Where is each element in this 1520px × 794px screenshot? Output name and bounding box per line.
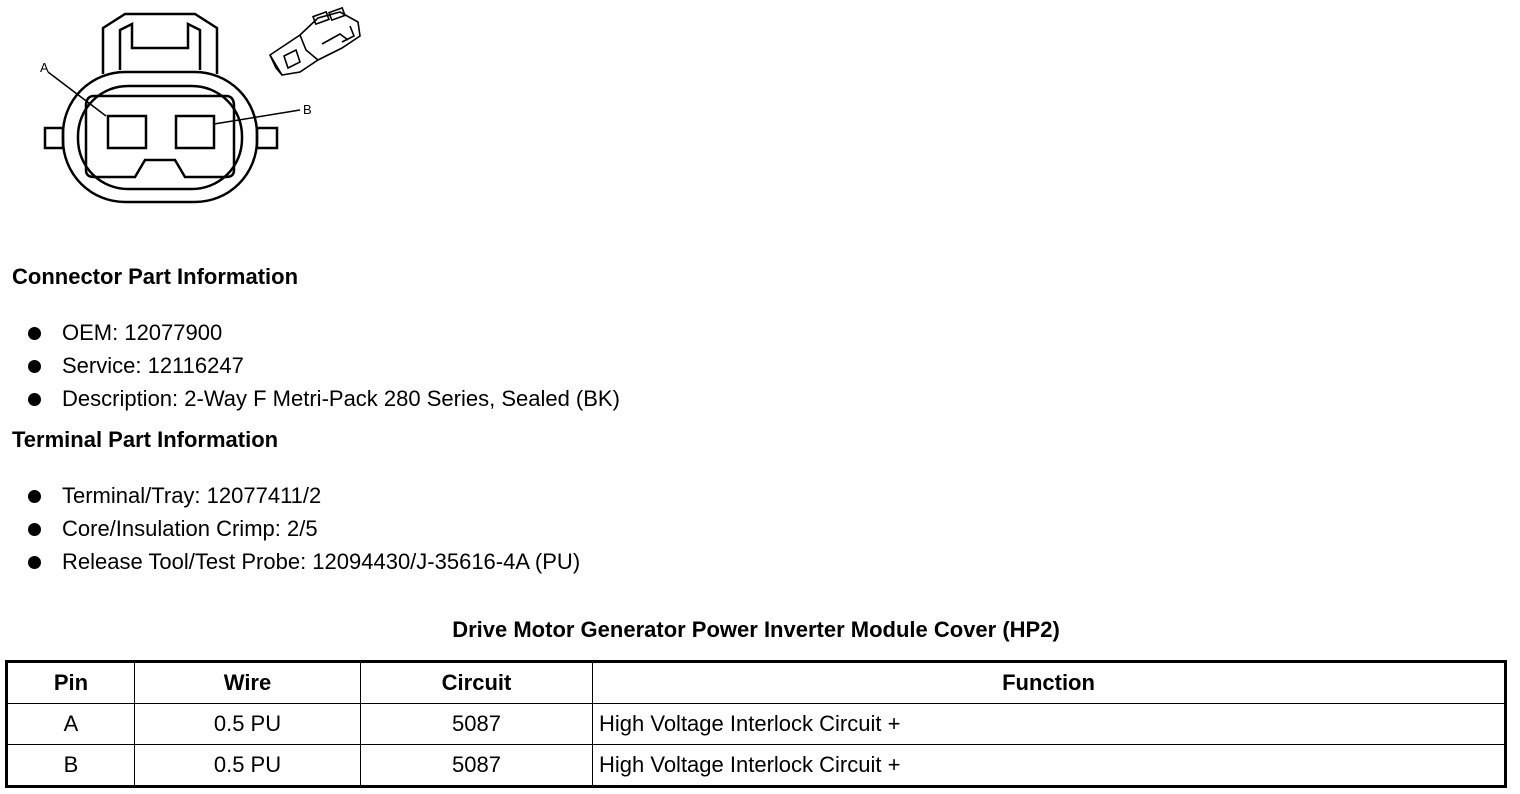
connector-face-diagram	[30, 5, 380, 220]
cell-circuit: 5087	[361, 745, 593, 787]
cell-wire: 0.5 PU	[135, 704, 361, 745]
bullet-icon	[28, 523, 41, 536]
terminal-cavity-a	[108, 116, 146, 148]
cell-wire: 0.5 PU	[135, 745, 361, 787]
bullet-icon	[28, 490, 41, 503]
header-circuit: Circuit	[361, 662, 593, 704]
bullet-icon	[28, 393, 41, 406]
list-item: OEM: 12077900	[28, 316, 620, 349]
connector-thumbnail-icon	[270, 8, 360, 75]
cell-function: High Voltage Interlock Circuit +	[593, 745, 1506, 787]
cell-function: High Voltage Interlock Circuit +	[593, 704, 1506, 745]
list-item: Core/Insulation Crimp: 2/5	[28, 512, 580, 545]
terminal-cavity-b	[176, 116, 214, 148]
connector-outer-housing	[63, 72, 257, 202]
header-wire: Wire	[135, 662, 361, 704]
list-item: Service: 12116247	[28, 349, 620, 382]
table-caption: Drive Motor Generator Power Inverter Module Cover (HP2)	[452, 617, 1060, 642]
bullet-icon	[28, 360, 41, 373]
terminal-info-list	[28, 479, 580, 578]
bullet-icon	[28, 327, 41, 340]
cell-pin: A	[7, 704, 135, 745]
bullet-icon	[28, 556, 41, 569]
header-function: Function	[593, 662, 1506, 704]
cell-circuit: 5087	[361, 704, 593, 745]
table-row	[7, 704, 1506, 745]
header-pin: Pin	[7, 662, 135, 704]
list-item: Terminal/Tray: 12077411/2	[28, 479, 580, 512]
pinout-table	[5, 660, 1507, 788]
table-row	[7, 745, 1506, 787]
terminal-section-title: Terminal Part Information	[12, 427, 279, 452]
list-item: Release Tool/Test Probe: 12094430/J-35616-4A (PU)	[28, 545, 580, 578]
list-item: Description: 2-Way F Metri-Pack 280 Series, Sealed (BK)	[28, 382, 620, 415]
connector-section-title: Connector Part Information	[12, 264, 299, 289]
connector-right-ear	[257, 128, 277, 148]
pin-label-b: B	[303, 102, 312, 117]
connector-left-ear	[45, 128, 63, 148]
connector-info-list	[28, 316, 620, 415]
table-header-row	[7, 662, 1506, 704]
pin-label-a: A	[40, 60, 49, 75]
cell-pin: B	[7, 745, 135, 787]
